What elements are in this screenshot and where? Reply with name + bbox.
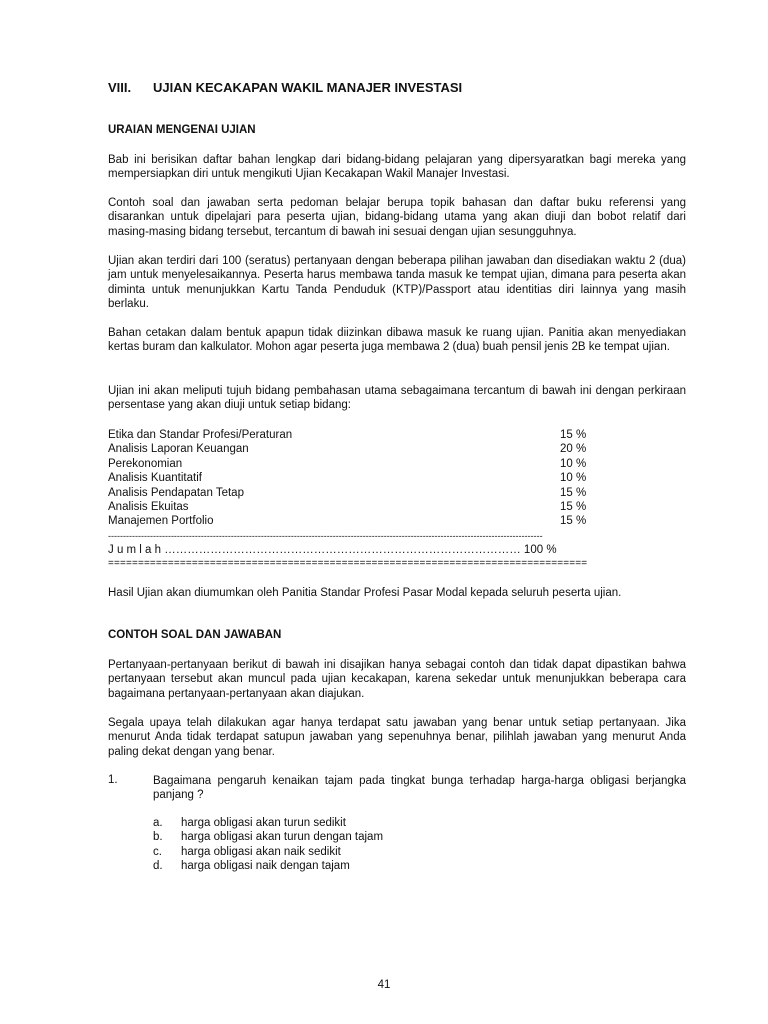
option-text: harga obligasi akan naik sedikit [181, 845, 341, 858]
subject-percentage: 10 % [560, 457, 587, 470]
page-number: 41 [377, 979, 391, 991]
option-text: harga obligasi akan turun dengan tajam [181, 831, 384, 844]
paragraph-hasil-ujian: Hasil Ujian akan diumumkan oleh Panitia Standar Profesi Pasar Modal kepada seluruh peserta ujian. [108, 587, 622, 599]
chapter-number: VIII. [108, 80, 132, 95]
paragraph-tujuh-bidang: Ujian ini akan meliputi tujuh bidang pembahasan utama sebagaimana tercantum di bawah ini dengan perkiraan persentase yang akan diuji untuk setiap bidang: [108, 385, 686, 412]
option-letter: b. [153, 831, 163, 844]
table-row [108, 486, 608, 500]
total-row [108, 543, 708, 557]
subject-label: Manajemen Portfolio [108, 515, 214, 528]
table-row [108, 514, 608, 528]
subject-label: Analisis Laporan Keuangan [108, 443, 249, 456]
paragraph-segala-upaya: Segala upaya telah dilakukan agar hanya terdapat satu jawaban yang benar untuk setiap pertanyaan. Jika menurut Anda tidak terdapat satupun jawaban yang sepenuhnya benar, pilihlah jawaban yang menurut Anda paling dekat dengan yang benar. [108, 717, 686, 758]
paragraph-contoh-soal: Contoh soal dan jawaban serta pedoman belajar berupa topik bahasan dan daftar buku referensi yang disarankan untuk dipelajari para peserta ujian, bidang-bidang utama yang akan diuji dan bobot relatif dari masing-masing bidang tersebut, tercantum di bawah ini sesuai dengan ujian sesungguhnya. [108, 197, 686, 238]
section-title-uraian: URAIAN MENGENAI UJIAN [108, 124, 256, 136]
table-row [108, 442, 608, 456]
option-text: harga obligasi naik dengan tajam [181, 860, 350, 873]
paragraph-pertanyaan: Pertanyaan-pertanyaan berikut di bawah ini disajikan hanya sebagai contoh dan tidak dapat dipastikan bahwa pertanyaan tersebut akan muncul pada ujian kecakapan, karena sekedar untuk menunjukkan beberapa cara bagaimana pertanyaan-pertanyaan akan diajukan. [108, 659, 686, 700]
section-title-contoh: CONTOH SOAL DAN JAWABAN [108, 629, 282, 641]
total-label: J u m l a h ………………………………………………………………………………… 100 % [108, 544, 557, 556]
option-letter: d. [153, 860, 163, 873]
subject-label: Analisis Ekuitas [108, 501, 189, 513]
subject-percentage: 10 % [560, 472, 587, 485]
dash-divider: ------------------------------------------------------------------------------------------------------------------------------------------------- [108, 531, 543, 541]
subject-label: Etika dan Standar Profesi/Peraturan [108, 429, 293, 441]
subject-label: Perekonomian [108, 457, 183, 470]
table-row [108, 471, 608, 485]
subject-label: Analisis Pendapatan Tetap [108, 486, 244, 499]
paragraph-bahan-cetakan: Bahan cetakan dalam bentuk apapun tidak diizinkan dibawa masuk ke ruang ujian. Panitia akan menyediakan kertas buram dan kalkulator. Mohon agar peserta juga membawa 2 (dua) buah pensil jenis 2B ke tempat ujian. [108, 327, 686, 354]
table-row [108, 428, 608, 442]
option-letter: a. [153, 817, 163, 829]
table-row [108, 500, 608, 514]
option-text: harga obligasi akan turun sedikit [181, 817, 346, 829]
subject-percentage: 15 % [560, 486, 587, 499]
subject-percentage: 15 % [560, 515, 587, 528]
question-number: 1. [108, 774, 118, 786]
subject-percentage: 20 % [560, 443, 587, 456]
chapter-title: UJIAN KECAKAPAN WAKIL MANAJER INVESTASI [153, 80, 463, 95]
table-row [108, 457, 608, 471]
subject-label: Analisis Kuantitatif [108, 472, 202, 485]
option-letter: c. [153, 845, 162, 858]
subject-percentage: 15 % [560, 429, 587, 441]
question-text: Bagaimana pengaruh kenaikan tajam pada tingkat bunga terhadap harga-harga obligasi berjangka panjang ? [153, 775, 686, 802]
paragraph-intro: Bab ini berisikan daftar bahan lengkap dari bidang-bidang pelajaran yang dipersyaratkan bagi mereka yang mempersiapkan diri untuk mengikuti Ujian Kecakapan Wakil Manajer Investasi. [108, 154, 686, 181]
equals-divider: ================================================================================ [108, 559, 588, 569]
paragraph-ujian-terdiri: Ujian akan terdiri dari 100 (seratus) pertanyaan dengan beberapa pilihan jawaban dan disediakan waktu 2 (dua) jam untuk menyelesaikannya. Peserta harus membawa tanda masuk ke tempat ujian, dimana para peserta akan diminta untuk menunjukkan Kartu Tanda Penduduk (KTP)/Passport atau identitias diri lainnya yang masih berlaku. [108, 255, 686, 311]
subject-percentage: 15 % [560, 501, 587, 513]
